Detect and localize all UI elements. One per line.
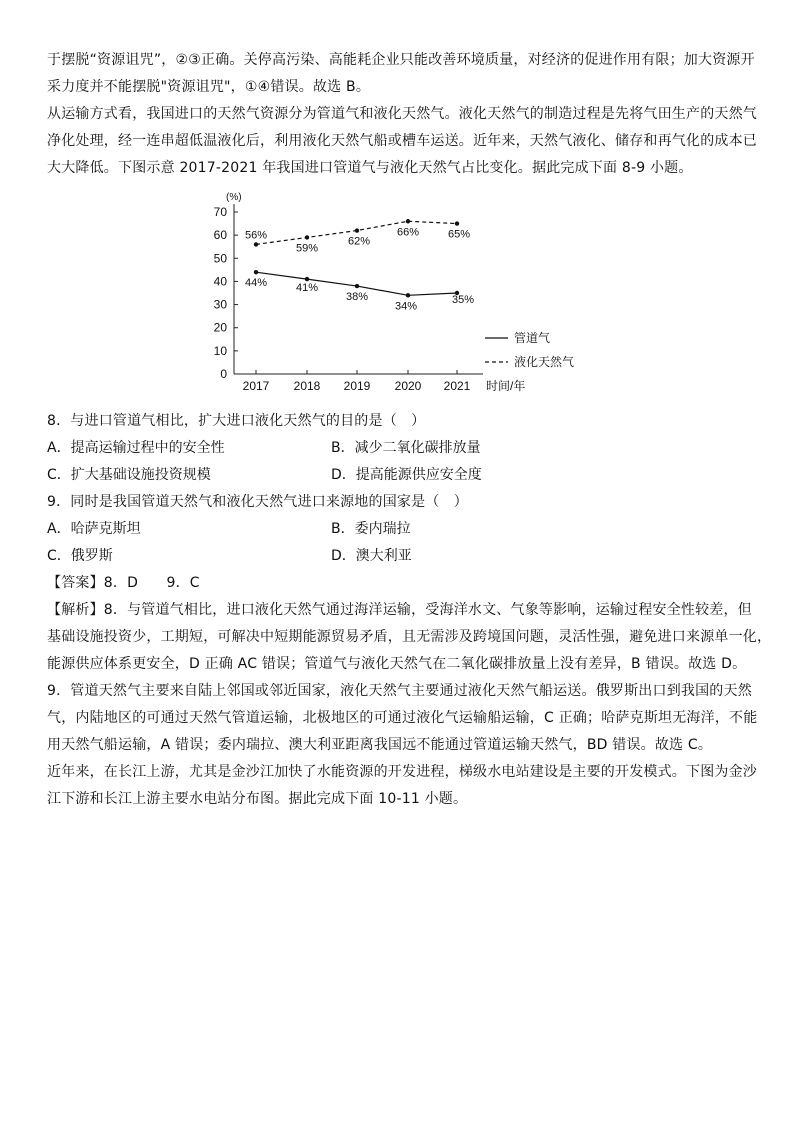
data-label: 34% (394, 300, 418, 313)
text-line: 于摆脱“资源诅咒”，②③正确。关停高污染、高能耗企业只能改善环境质量，对经济的促进作用有限；加大资源开 (47, 52, 755, 68)
y-tick-label: 30 (213, 297, 227, 312)
y-tick-label: 0 (220, 367, 227, 381)
question-8-option-a: A．提高运输过程中的安全性 (47, 440, 225, 456)
question-8-option-b: B．减少二氧化碳排放量 (331, 440, 481, 456)
data-point (355, 284, 359, 288)
question-9-option-b: B．委内瑞拉 (331, 521, 411, 537)
data-point (254, 242, 258, 246)
y-tick-label: 70 (213, 205, 227, 219)
question-8-option-c: C．扩大基础设施投资规模 (47, 467, 211, 483)
data-label: 44% (244, 277, 268, 290)
gas-import-share-chart (200, 184, 600, 394)
data-label: 62% (347, 235, 371, 248)
data-label: 65% (447, 228, 471, 241)
data-label: 41% (295, 282, 319, 295)
data-label: 66% (396, 226, 420, 239)
text-line: 从运输方式看，我国进口的天然气资源分为管道气和液化天然气。液化天然气的制造过程是先将气田生产的天然气 (47, 106, 757, 122)
data-point (455, 221, 459, 225)
question-9-option-c: C．俄罗斯 (47, 548, 113, 564)
x-tick-label: 2021 (443, 379, 471, 393)
data-point (254, 270, 258, 274)
data-point (406, 219, 410, 223)
question-9-stem: 9．同时是我国管道天然气和液化天然气进口来源地的国家是（ ） (47, 494, 468, 510)
data-label: 59% (295, 242, 319, 255)
data-label: 35% (451, 294, 475, 306)
text-line: 净化处理，经一连串超低温液化后，利用液化天然气船或槽车运送。近年来，天然气液化、储存和再气化的成本已 (47, 133, 757, 149)
analysis-line: 基础设施投资少，工期短，可解决中短期能源贸易矛盾，且无需涉及跨境国问题，灵活性强，避免进口来源单一化， (47, 629, 772, 645)
y-tick-label: 20 (213, 320, 227, 335)
text-line: 大大降低。下图示意 2017-2021 年我国进口管道气与液化天然气占比变化。据此完成下面 8-9 小题。 (47, 160, 693, 176)
answer-line: 【答案】8．D 9．C (47, 575, 200, 591)
question-8-stem: 8．与进口管道气相比，扩大进口液化天然气的目的是（ ） (47, 413, 426, 429)
y-tick-label: 10 (213, 343, 227, 358)
analysis-line: 气，内陆地区的可通过天然气管道运输，北极地区的可通过液化气运输船运输，C 正确；哈萨克斯坦无海洋，不能 (47, 710, 758, 726)
x-tick-label: 2017 (242, 379, 270, 393)
question-9-option-d: D．澳大利亚 (331, 548, 412, 564)
data-point (355, 228, 359, 232)
x-tick-label: 2019 (343, 379, 371, 393)
x-tick-label: 2020 (394, 379, 422, 393)
analysis-line: 近年来，在长江上游，尤其是金沙江加快了水能资源的开发进程，梯级水电站建设是主要的开发模式。下图为金沙 (47, 764, 757, 780)
y-tick-label: 60 (213, 228, 227, 243)
legend-label: 液化天然气 (514, 355, 575, 369)
data-point (305, 277, 309, 281)
data-point (406, 293, 410, 297)
analysis-line: 9．管道天然气主要来自陆上邻国或邻近国家，液化天然气主要通过液化天然气船运送。俄罗斯出口到我国的天然 (47, 683, 752, 699)
y-tick-label: 50 (213, 251, 227, 266)
text-line: 采力度并不能摆脱"资源诅咒"，①④错误。故选 B。 (47, 79, 371, 95)
data-label: 38% (345, 291, 369, 304)
x-tick-label: 2018 (293, 379, 321, 393)
question-8-option-d: D．提高能源供应安全度 (331, 467, 482, 483)
analysis-line: 【解析】8．与管道气相比，进口液化天然气通过海洋运输，受海洋水文、气象等影响，运输过程安全性较差，但 (47, 602, 752, 618)
data-point (305, 235, 309, 239)
x-axis-label: 时间/年 (486, 379, 526, 393)
analysis-line: 能源供应体系更安全，D 正确 AC 错误；管道气与液化天然气在二氧化碳排放量上没有差异，B 错误。故选 D。 (47, 656, 747, 672)
y-tick-label: 40 (213, 274, 227, 289)
legend-label: 管道气 (514, 331, 551, 345)
data-label: 56% (244, 229, 268, 242)
question-9-option-a: A．哈萨克斯坦 (47, 521, 141, 537)
y-axis-label: (%) (226, 192, 242, 203)
analysis-line: 用天然气船运输，A 错误；委内瑞拉、澳大利亚距离我国远不能通过管道运输天然气，BD 错误。故选 C。 (47, 737, 713, 753)
analysis-line: 江下游和长江上游主要水电站分布图。据此完成下面 10-11 小题。 (47, 791, 468, 807)
